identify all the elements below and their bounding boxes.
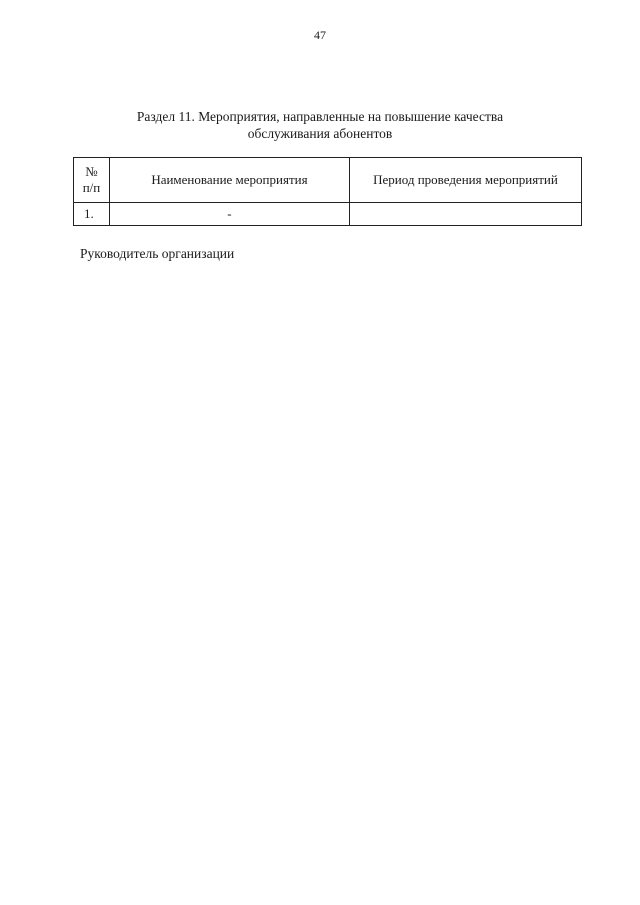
section-title [60,108,580,142]
section-title-line-1: Раздел 11. Мероприятия, направленные на повышение качества [136,109,504,124]
row-number-cell: 1. [74,203,110,226]
section-title-line-2: обслуживания абонентов [247,126,393,141]
row-name-cell: - [109,203,349,226]
signature-label: Руководитель организации [80,246,235,261]
events-table [73,157,582,226]
header-number-symbol: № [85,164,98,179]
table-row [74,203,582,226]
header-event-name: Наименование мероприятия [109,158,349,203]
header-event-period: Период проведения мероприятий [349,158,581,203]
table-header-row [74,158,582,203]
header-number [74,158,110,203]
row-period-cell [349,203,581,226]
header-number-abbrev: п/п [82,180,101,195]
page-number: 47 [314,28,326,42]
